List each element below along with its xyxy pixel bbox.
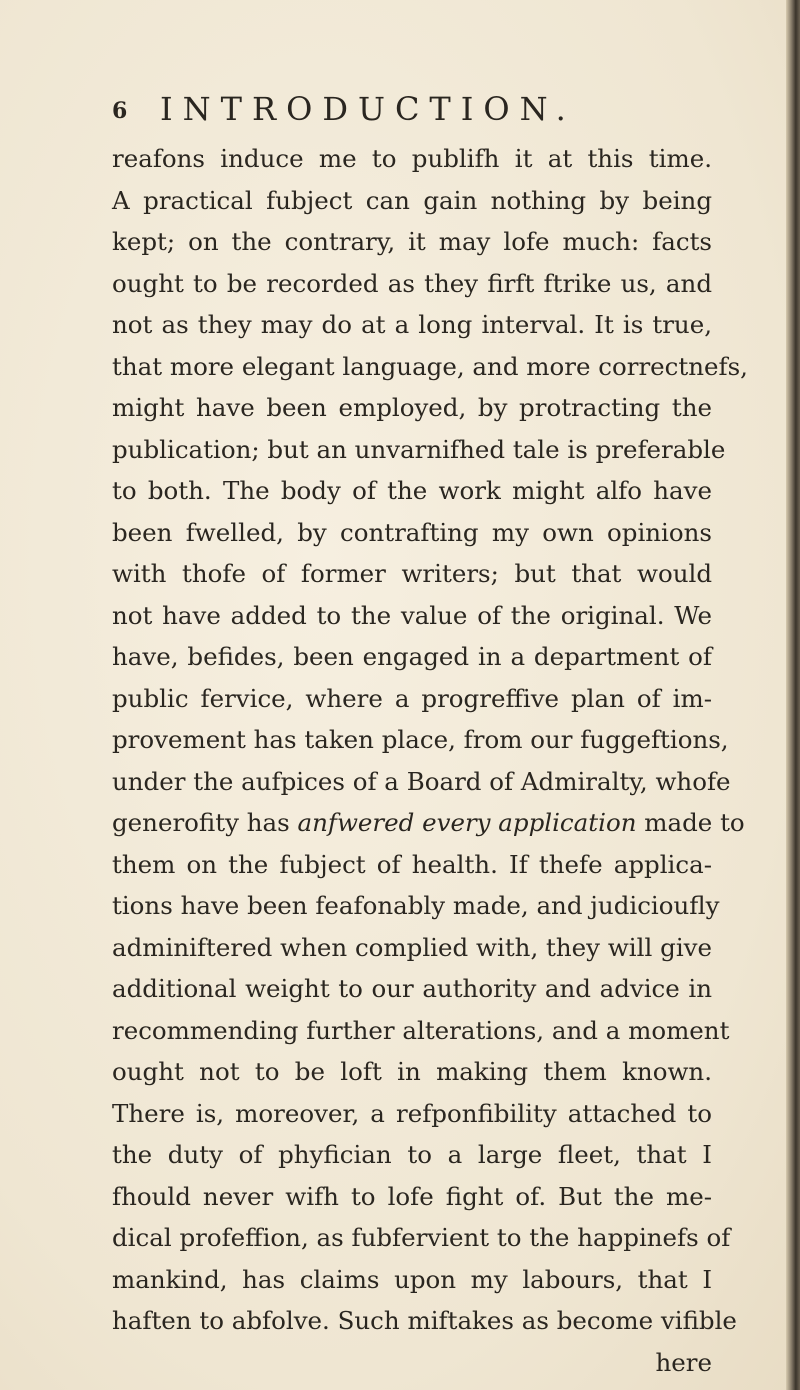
italic-phrase: anfwered every application <box>297 808 637 837</box>
text-line: not as they may do at a long interval. It is true, <box>112 310 712 339</box>
text-line: provement has taken place, from our fuggeftions, <box>112 725 729 754</box>
text-line: public fervice, where a progreffive plan of im- <box>112 683 712 713</box>
page-edge <box>786 0 800 1390</box>
text-line: the duty of phyfician to a large fleet, that I <box>112 1140 712 1169</box>
text-line: mankind, has claims upon my labours, that I <box>112 1264 712 1294</box>
text-line: A practical fubject can gain nothing by being <box>112 185 712 215</box>
text-line: recommending further alterations, and a moment <box>112 1015 730 1045</box>
text-line: ought to be recorded as they firft ftrike us, and <box>112 268 712 298</box>
text-line: dical profeffion, as fubfervient to the happinefs of <box>112 1223 731 1252</box>
text-line: tions have been feafonably made, and judicioufly <box>112 891 720 920</box>
text-line: under the aufpices of a Board of Admiralty, whofe <box>112 766 731 796</box>
catchword: here <box>655 1347 712 1377</box>
text-line: There is, moreover, a refponfibility attached to <box>112 1098 712 1128</box>
running-head: INTRODUCTION. <box>160 90 576 128</box>
text-segment: generofity has <box>112 808 290 837</box>
text-line: to both. The body of the work might alfo have <box>112 476 712 505</box>
page-number: 6 <box>112 98 128 124</box>
text-line: that more elegant language, and more correctnefs, <box>112 351 748 381</box>
text-line: have, befides, been engaged in a department of <box>112 642 712 671</box>
text-line: publication; but an unvarnifhed tale is preferable <box>112 434 726 464</box>
text-line: with thofe of former writers; but that would <box>112 559 712 588</box>
text-line: might have been employed, by protracting the <box>112 393 712 422</box>
text-line: ought not to be loft in making them known. <box>112 1057 712 1086</box>
text-line: reafons induce me to publifh it at this time. <box>112 144 712 173</box>
text-line: adminiftered when complied with, they will give <box>112 932 712 962</box>
text-line-with-italic <box>112 802 745 844</box>
text-segment: made to <box>644 808 745 837</box>
text-line: fhould never wifh to lofe fight of. But the me- <box>112 1181 712 1211</box>
text-line: additional weight to our authority and advice in <box>112 974 712 1003</box>
text-line: kept; on the contrary, it may lofe much: facts <box>112 227 712 256</box>
text-line: haften to abfolve. Such miftakes as become vifible <box>112 1306 737 1335</box>
body-text <box>112 138 748 1383</box>
page-header <box>112 90 672 130</box>
text-line: not have added to the value of the original. We <box>112 600 712 630</box>
text-line: them on the fubject of health. If thefe applica- <box>112 849 712 879</box>
text-line: been fwelled, by contrafting my own opinions <box>112 517 712 547</box>
